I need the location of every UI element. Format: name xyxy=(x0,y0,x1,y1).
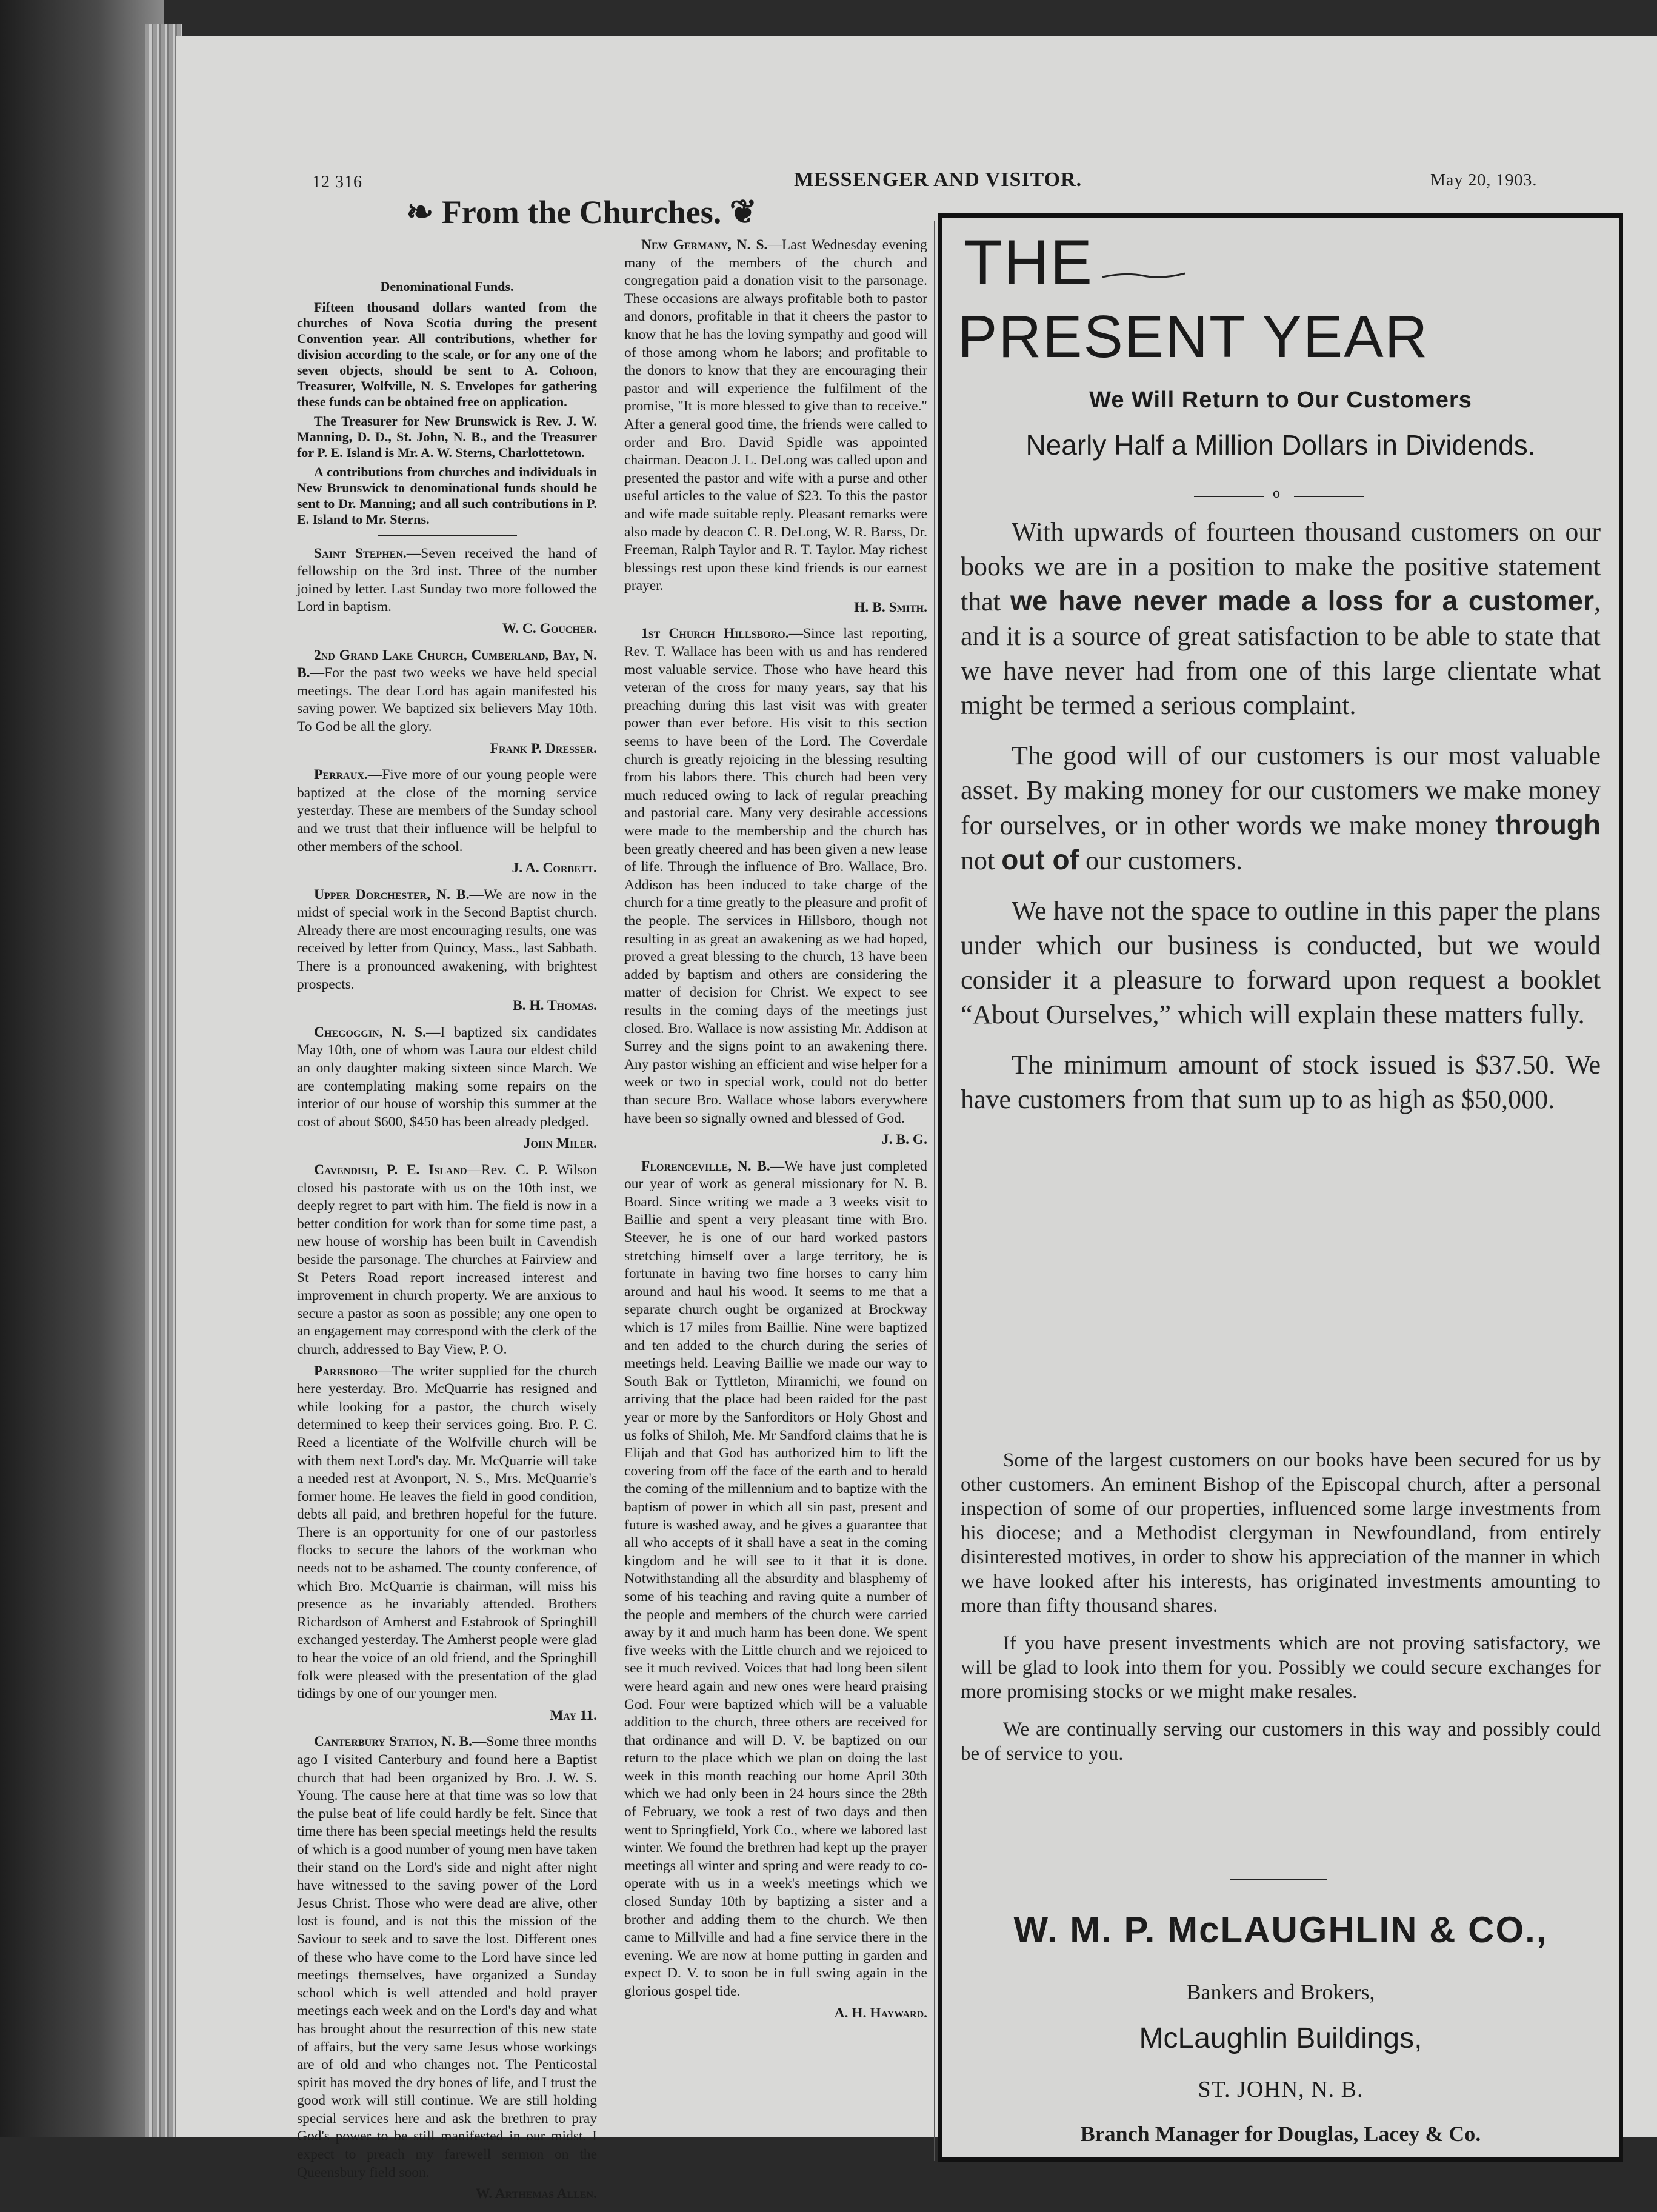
ad-small-paragraph: If you have present investments which are not proving satisfactory, we will be glad to look into them for you. Possibly we could secure exchanges for more promising stocks or we might make resales. xyxy=(961,1632,1601,1703)
firm-branch: Branch Manager for Douglas, Lacey & Co. xyxy=(1080,2122,1481,2146)
column-1 xyxy=(297,236,597,2212)
report-body: —Rev. C. P. Wilson closed his pastorate with us on the 10th inst, we deeply regret to part with him. The field is now in a better condition for work than for some time past, a new house of worship has been built in Cavendish beside the parsonage. The churches at Fairview and St Peters Road report increased interest and improvement in church property. We are anxious to secure a pastor as soon as possible; any one open to an engagement may correspond with the clerk of the church, addressed to Bay View, P. O. xyxy=(297,1162,597,1357)
report-signature: W. Arthemas Allen. xyxy=(475,2186,597,2202)
report-heading: Florenceville, N. B. xyxy=(641,1158,770,1174)
report-signature: H. B. Smith. xyxy=(854,599,927,615)
ad-paragraph: The good will of our customers is our most valuable asset. By making money for our customers we make money for ourselves, or in other words we make money through not out of our customers. xyxy=(961,741,1601,875)
report-heading: Parrsboro xyxy=(314,1363,378,1379)
report-body: —Last Wednesday evening many of the members of the church and congregation paid a donation visit to the parsonage. These occasions are always profitable both to pastor and donors, profitable in that it cheers the pastor to know that he has the loving sympathy and good will of those among whom he labors; and profitable to the donors to know that they are encouraging their pastor and will experience the fulfilment of the promise, "It is more blessed to give than to receive." After a general good time, the friends were called to order and Bro. David Spidle was appointed chairman. Deacon J. L. DeLong was called upon and presented the pastor and wife with a purse and other useful articles to the value of $23. To this the pastor and wife made suitable reply. Pleasant remarks were also made by deacon C. R. DeLong, W. R. Barss, Dr. Freeman, Ralph Taylor and R. T. Taylor. May richest blessings rest upon these kind friends is our earnest prayer. xyxy=(624,237,927,594)
swoosh-ornament-icon xyxy=(1101,270,1186,282)
ad-small-paragraph: We are continually serving our customers in this way and possibly could be of service to you. xyxy=(961,1719,1601,1765)
church-report xyxy=(624,1158,927,2001)
firm-building: McLaughlin Buildings, xyxy=(1139,2022,1422,2054)
report-body: —We have just completed our year of work as general missionary for N. B. Board. Since writing we made a 3 weeks visit to Baillie and spent a very pleasant time with Bro. Steever, he is one of our hard worked pastors stretching himself over a large territory, he is fortunate in having two fine horses to carry him around and haul his wood. It seems to me that a separate church ought be organized at Brockway which is 17 miles from Baillie. Nine were baptized and ten added to the church during the series of meetings held. Leaving Baillie we made our way to South Bak or Tyttleton, Miramichi, we found on arriving that the place had been raided for the past year or more by the Sanforditors or Holy Ghost and us folks of Shiloh, Me. Mr Sandford claims that he is Elijah and that God has authorized him to lift the covering from off the face of the earth and to herald the coming of the millennium and to baptize with the baptism of power in which all sin past, present and future is washed away, and he gives a guarantee that all who accepts of it shall have a seat in the coming kingdom and he will see to it that it is done. Notwithstanding all the absurdity and blasphemy of some of his teaching and raving quite a number of the people and members of the church were carried away by it and much harm has been done. We spent five weeks with the Little church and we rejoiced to see it much revived. Voices that had long been silent were heard again and new ones were heard praising God. Four were baptized which will be a valuable addition to the church, three others are received for that ordinance and will D. V. be baptized on our return to the place which we plan on doing the last week in this month reaching our home April 30th which we had only been in 24 hours since the 28th of February, we took a rest of two days and then went to Springfield, York Co., where we labored last winter. We found the brethren had kept up the prayer meetings all winter and spring and were ready to co-operate with us in a week's meetings which we closed Sunday 10th by baptizing a sister and a brother and adding them to the church. We then came to Millville and had a fine service there in the evening. We are now at home putting in garden and expect D. V. to soon be in full swing again in the glorious gospel tide. xyxy=(624,1158,928,1999)
report-body: —Five more of our young people were baptized at the close of the morning service yesterday. These are members of the Sunday school and we trust that their influence will be helpful to other members of the school. xyxy=(297,767,597,855)
ad-title-line1: THE xyxy=(964,227,1093,298)
report-body: —I baptized six candidates May 10th, one of whom was Laura our eldest child an only daughter making sixteen since March. We are contemplating making some repairs on the interior of our house of worship this summer at the cost of about $600, $450 has been already pledged. xyxy=(297,1024,597,1130)
church-report xyxy=(297,647,597,737)
church-reports xyxy=(297,545,597,2204)
report-heading: Saint Stephen. xyxy=(314,545,407,561)
funds-notice: Fifteen thousand dollars wanted from the churches of Nova Scotia during the present Convention year. All contributions, whether for division according to the scale, or for any one of the seven objects, should be sent to A. Cohoon, Treasurer, Wolfville, N. S. Envelopes for gathering these funds can be obtained free on application. xyxy=(297,299,597,409)
ad-paragraph: We have not the space to outline in this paper the plans under which our business is conducted, but we would consider it a pleasure to forward upon request a booklet “About Ourselves,” which will explain these matters fully. xyxy=(961,896,1601,1029)
report-heading: 1st Church Hillsboro. xyxy=(641,626,789,642)
report-body: —Seven received the hand of fellowship on the 3rd inst. Three of the number joined by letter. Last Sunday two more followed the Lord in baptism. xyxy=(297,545,598,615)
report-heading: New Germany, N. S. xyxy=(641,237,768,253)
church-report xyxy=(297,1363,597,1703)
firm-name: W. M. P. McLAUGHLIN & CO., xyxy=(1013,1910,1548,1950)
funds-notice: The Treasurer for New Brunswick is Rev. J. W. Manning, D. D., St. John, N. B., and the Treasurer for P. E. Island is Mr. A. W. Sterns, Charlottetown. xyxy=(297,413,597,460)
report-body: —For the past two weeks we have held special meetings. The dear Lord has again manifested his saving power. We baptized six believers May 10th. To God be all the glory. xyxy=(297,665,597,735)
church-report xyxy=(624,236,927,595)
report-body: —Some three months ago I visited Canterbury and found here a Baptist church that had been organized by Bro. J. W. S. Young. The cause here at that time was so low that the pulse beat of life could hardly be felt. Since that time there has been special meetings held the results of which is a good number of young men have taken their stand on the Lord's side and night after night have witnessed to the saving power of the Lord Jesus Christ. Those who were dead are alive, other lost is found, and is not this the mission of the Saviour to seek and to save the lost. Different ones of these who have come to the Lord have since led meetings themselves, have organized a Sunday school which is well attended and hold prayer meetings each week and on the Lord's day and what has brought about the resurrection of this new state of affairs, but the very same Jesus whose workings are of old and who changes not. The Penticostal spirit has moved the dry bones of life, and I trust the good work will still continue. We are still holding special services here and ask the brethren to pray God's power to be still manifested in our midst. I expect to preach my farewell sermon on the Queensbury field soon. xyxy=(297,1734,597,2180)
church-report xyxy=(297,1024,597,1132)
ad-paragraph: With upwards of fourteen thousand customers on our books we are in a position to make the positive statement that we have never made a loss for a customer, and it is a source of great satisfaction to be able to state that we have never had from one of this large clientate what might be termed a serious complaint. xyxy=(961,517,1601,720)
ad-paragraph: The minimum amount of stock issued is $37.50. We have customers from that sum up to as high as $50,000. xyxy=(961,1050,1601,1114)
ad-small-paragraph: Some of the largest customers on our books have been secured for us by other customers. An eminent Bishop of the Episcopal church, after a personal inspection of some of our properties, influenced some large investments from his diocese; and a Methodist clergyman in Newfoundland, from entirely disinterested motives, in order to show his appreciation of the manner in which we have looked after his interests, has originated investments amounting to more than fifty thousand shares. xyxy=(961,1449,1601,1617)
ad-divider xyxy=(1230,1879,1327,1880)
church-report xyxy=(297,886,597,994)
fleuron-right-icon: ❦ xyxy=(721,194,757,230)
report-signature: B. H. Thomas. xyxy=(512,998,597,1014)
church-report xyxy=(624,625,927,1128)
ad-small-text xyxy=(961,1448,1601,1779)
mclaughlin-advertisement xyxy=(938,213,1623,2162)
column-divider xyxy=(934,221,935,2161)
funds-notice: A contributions from churches and individuals in New Brunswick to denominational funds should be sent to Dr. Manning; and all such contributions in P. E. Island to Mr. Sterns. xyxy=(297,464,597,527)
church-reports xyxy=(624,236,927,2022)
divider xyxy=(378,535,517,536)
report-heading: Perraux. xyxy=(314,767,368,783)
report-signature: A. H. Hayward. xyxy=(834,2005,927,2021)
column-2 xyxy=(624,236,927,2031)
scan-border-left xyxy=(0,0,164,2137)
report-heading: Upper Dorchester, N. B. xyxy=(314,886,470,903)
scan-border-top xyxy=(0,0,1657,36)
ornament-divider xyxy=(1194,486,1364,503)
church-report xyxy=(297,1161,597,1359)
fleuron-left-icon: ❧ xyxy=(406,194,442,230)
ad-headline: Nearly Half a Million Dollars in Dividends. xyxy=(1025,429,1536,461)
firm-role: Bankers and Brokers, xyxy=(1186,1980,1375,2004)
report-body: —The writer supplied for the church here yesterday. Bro. McQuarrie has resigned and while looking for a pastor, the church wisely determined to keep their services going. Bro. P. C. Reed a licentiate of the Wolfville church will be with them next Lord's day. Mr. McQuarrie will take a needed rest at Avonport, N. S., Mrs. McQuarrie's former home. He leaves the field in good condition, debts all paid, and brethren hopeful for the future. There is an opportunity for one of our pastorless flocks to secure the labors of the workman who needs not to be ashamed. The county conference, of which Bro. McQuarrie is chairman, will miss his presence as he invariably attended. Brothers Richardson of Amherst and Estabrook of Springhill exchanged yesterday. The Amherst people were glad to hear the voice of an old friend, and the Springhill folk were pleased with the presentation of the glad tidings by one of our younger men. xyxy=(297,1363,597,1702)
report-heading: Chegoggin, N. S. xyxy=(314,1024,426,1040)
issue-date: May 20, 1903. xyxy=(1430,171,1538,190)
report-signature: J. B. G. xyxy=(881,1132,927,1148)
ad-body xyxy=(961,515,1601,1132)
report-signature: Frank P. Dresser. xyxy=(490,740,597,757)
report-signature: John Miler. xyxy=(523,1135,597,1152)
page-number: 12 316 xyxy=(312,173,362,192)
report-signature: J. A. Corbett. xyxy=(512,860,597,877)
report-body: —We are now in the midst of special work in the Second Baptist church. Already there are most encouraging results, one was received by letter from Quincy, Mass., last Sabbath. There is a pronounced awakening, with brightest prospects. xyxy=(297,886,597,992)
ornament-letter: o xyxy=(1273,486,1280,501)
funds-subhead: Denominational Funds. xyxy=(380,279,514,294)
page-header xyxy=(176,133,1657,192)
report-body: —Since last reporting, Rev. T. Wallace has been with us and has rendered most valuable service. Those who have heard this veteran of the cross for many years, say that his preaching during this last visit was with greater power than ever before. His visit to this section seems to have been of the Lord. The Coverdale church is greatly rejoicing in the blessing resulting from his labors there. This church had been very much reduced owing to lack of regular preaching and pastorial care. Many very desirable accessions were made to the membership and the church has been greatly cheered and has been given a new lease of life. Through the influence of Bro. Wallace, Bro. Addison has been induced to take charge of the church for a time greatly to the pleasure and profit of the people. The services in Hillsboro, though not resulting in as great an awakening as we had hoped, proved a great blessing to the church, 13 have been added by baptism and others are considering the matter of decision for Christ. We expect to see results in the coming days of the meetings just closed. Bro. Wallace is now assisting Mr. Addison at Surrey and the signs point to an awakening there. Any pastor wishing an efficient and wise helper for a week or two in special work, could not do better than secure Bro. Wallace whose labors everywhere have been so signally owned and blessed of God. xyxy=(624,626,927,1126)
report-heading: Cavendish, P. E. Island xyxy=(314,1162,467,1178)
newspaper-title: MESSENGER AND VISITOR. xyxy=(794,169,1082,191)
ad-title-line2: PRESENT YEAR xyxy=(958,303,1429,370)
section-title: ❧ From the Churches. ❦ xyxy=(406,194,757,230)
report-signature: May 11. xyxy=(550,1707,597,1723)
firm-city: ST. JOHN, N. B. xyxy=(1198,2077,1364,2102)
ad-subtitle: We Will Return to Our Customers xyxy=(1089,387,1472,413)
church-report xyxy=(297,545,597,616)
newspaper-page xyxy=(176,36,1657,2202)
church-report xyxy=(297,766,597,856)
report-heading: Canterbury Station, N. B. xyxy=(314,1734,473,1750)
report-heading: 2nd Grand Lake Church, Cumberland, Bay, N. B. xyxy=(297,647,597,681)
report-signature: W. C. Goucher. xyxy=(502,620,597,637)
church-report xyxy=(297,1733,597,2182)
